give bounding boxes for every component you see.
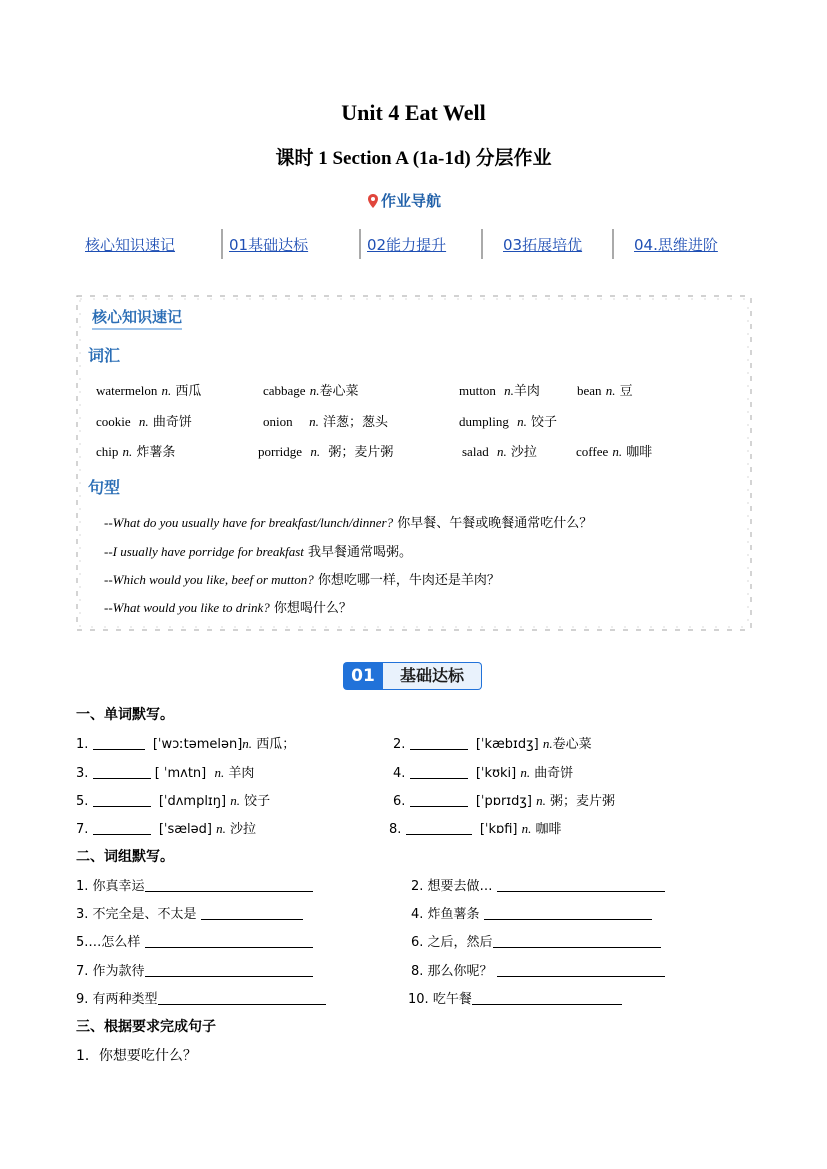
vocab-item: onion n. 洋葱；葱头	[263, 414, 389, 430]
q2-item: 6. 之后，然后	[411, 931, 661, 950]
nav-divider	[612, 229, 614, 259]
q2-item: 5.…怎么样	[76, 931, 313, 950]
q3-item: 1．你想要吃什么？	[76, 1048, 197, 1064]
answer-blank[interactable]	[493, 935, 661, 948]
answer-blank[interactable]	[145, 935, 313, 948]
q2-item: 4. 炸鱼薯条	[411, 903, 652, 922]
q1-item: 2. [ˈkæbɪdʒ] n.卷心菜	[393, 736, 592, 752]
nav-divider	[221, 229, 223, 259]
q2-item: 2. 想要去做…	[411, 875, 665, 894]
q2-item: 10. 吃午餐	[408, 988, 622, 1007]
answer-blank[interactable]	[410, 794, 468, 807]
q1-heading: 一、单词默写。	[76, 707, 174, 723]
q1-item: 8. [ˈkɒfi] n. 咖啡	[389, 821, 562, 837]
vocab-item: chip n. 炸薯条	[96, 444, 176, 460]
answer-blank[interactable]	[410, 737, 468, 750]
nav-divider	[359, 229, 361, 259]
vocab-item: watermelon n. 西瓜	[96, 383, 202, 399]
q1-item: 1. [ˈwɔːtəmelən]n. 西瓜；	[76, 736, 296, 752]
q1-item: 7. [ˈsæləd] n. 沙拉	[76, 821, 256, 837]
answer-blank[interactable]	[484, 907, 652, 920]
q1-item: 5. [ˈdʌmplɪŋ] n. 饺子	[76, 793, 271, 809]
core-heading: 核心知识速记	[92, 306, 182, 330]
answer-blank[interactable]	[410, 766, 468, 779]
q1-item: 6. [ˈpɒrɪdʒ] n. 粥；麦片粥	[393, 793, 616, 809]
section-badge	[343, 662, 483, 690]
sentence-item: --I usually have porridge for breakfast 我早餐通常喝粥。	[104, 544, 413, 560]
section-number: 01	[343, 662, 383, 690]
section-label: 基础达标	[383, 662, 482, 690]
vocab-item: bean n. 豆	[577, 383, 633, 399]
answer-blank[interactable]	[93, 766, 151, 779]
q1-item: 4. [ˈkʊki] n. 曲奇饼	[393, 765, 574, 781]
answer-blank[interactable]	[93, 737, 145, 750]
vocab-item: mutton n.羊肉	[459, 383, 540, 399]
nav-link-02[interactable]: 02能力提升	[367, 236, 447, 254]
nav-link-core[interactable]: 核心知识速记	[85, 236, 176, 254]
answer-blank[interactable]	[93, 822, 151, 835]
nav-link-03[interactable]: 03拓展培优	[503, 236, 583, 254]
nav-link-04[interactable]: 04.思维进阶	[634, 236, 718, 254]
answer-blank[interactable]	[93, 794, 151, 807]
q3-heading: 三、根据要求完成句子	[76, 1019, 216, 1035]
q2-heading: 二、词组默写。	[76, 849, 174, 865]
sentence-item: --Which would you like, beef or mutton? 你想吃哪一样，牛肉还是羊肉？	[104, 572, 500, 588]
vocab-item: cabbage n.卷心菜	[263, 383, 359, 399]
answer-blank[interactable]	[497, 879, 665, 892]
q1-item: 3. [ ˈmʌtn] n. 羊肉	[76, 765, 255, 781]
q2-item: 9. 有两种类型	[76, 988, 326, 1007]
page-subtitle: 课时 1 Section A (1a-1d) 分层作业	[275, 148, 552, 169]
vocab-item: coffee n. 咖啡	[576, 444, 653, 460]
location-pin-icon	[368, 194, 378, 208]
answer-blank[interactable]	[497, 964, 665, 977]
vocab-item: salad n. 沙拉	[462, 444, 537, 460]
answer-blank[interactable]	[145, 879, 313, 892]
vocab-item: cookie n. 曲奇饼	[96, 414, 192, 430]
answer-blank[interactable]	[406, 822, 472, 835]
nav-link-01[interactable]: 01基础达标	[229, 236, 309, 254]
vocab-item: dumpling n. 饺子	[459, 414, 558, 430]
q2-item: 1. 你真幸运	[76, 875, 313, 894]
nav-title-text: 作业导航	[381, 192, 442, 210]
vocab-heading: 词汇	[88, 346, 121, 365]
sentence-heading: 句型	[88, 478, 121, 497]
page-title: Unit 4 Eat Well	[341, 100, 486, 125]
nav-title	[368, 190, 441, 211]
sentence-item: --What would you like to drink? 你想喝什么？	[104, 600, 352, 616]
answer-blank[interactable]	[158, 992, 326, 1005]
answer-blank[interactable]	[472, 992, 622, 1005]
answer-blank[interactable]	[145, 964, 313, 977]
q2-item: 8. 那么你呢？	[411, 960, 665, 979]
nav-divider	[481, 229, 483, 259]
sentence-item: --What do you usually have for breakfast/lunch/dinner? 你早餐、午餐或晚餐通常吃什么？	[104, 515, 593, 531]
vocab-item: porridge n. 粥；麦片粥	[258, 444, 394, 460]
q2-item: 7. 作为款待	[76, 960, 313, 979]
q2-item: 3. 不完全是、不太是	[76, 903, 303, 922]
answer-blank[interactable]	[201, 907, 303, 920]
